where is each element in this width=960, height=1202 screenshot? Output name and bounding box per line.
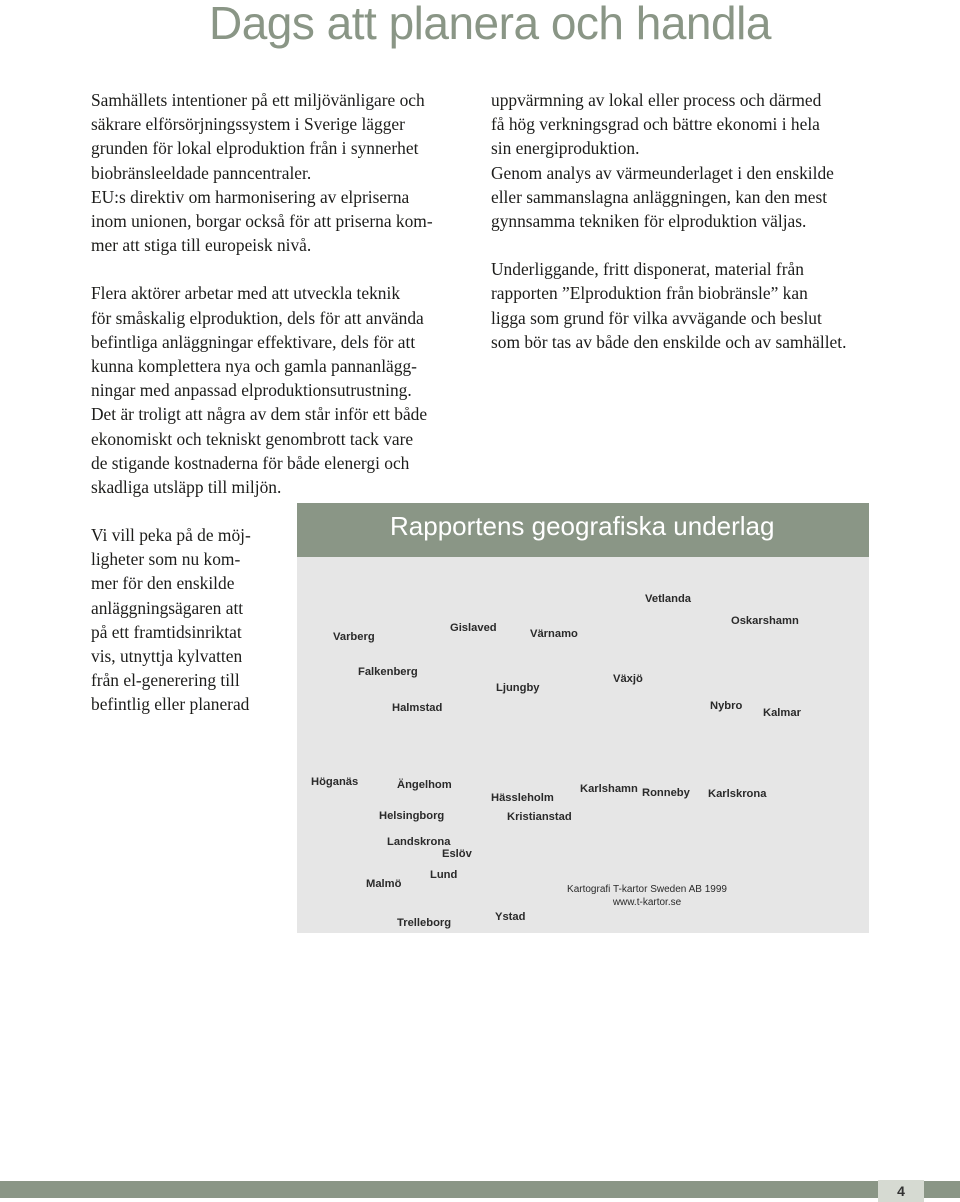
city-label: Växjö	[613, 673, 643, 685]
map-header	[297, 503, 869, 557]
text-line: de stigande kostnaderna för både elenergi och	[91, 452, 410, 473]
city-label: Oskarshamn	[731, 615, 799, 627]
text-line: ningar med anpassad elproduktionsutrustning.	[91, 380, 412, 401]
credit-url: www.t-kartor.se	[612, 897, 682, 908]
city-label: Karlskrona	[708, 788, 767, 800]
text-line: sin energiproduktion.	[491, 138, 640, 159]
city-label: Kristianstad	[507, 811, 572, 823]
city-label: Ängelhom	[397, 779, 452, 791]
text-line: på ett framtidsinriktat	[91, 621, 242, 642]
city-label: Trelleborg	[397, 917, 452, 929]
city-label: Höganäs	[311, 776, 359, 788]
text-line: som bör tas av både den enskilde och av samhället.	[491, 331, 847, 352]
text-line: Samhällets intentioner på ett miljövänligare och	[91, 90, 425, 110]
text-line: få hög verkningsgrad och bättre ekonomi i hela	[491, 114, 820, 135]
city-label: Ystad	[495, 911, 526, 923]
text-line: befintliga anläggningar effektivare, dels för att	[91, 331, 416, 352]
text-line: uppvärmning av lokal eller process och därmed	[491, 90, 822, 110]
text-line: biobränsleeldade panncentraler.	[91, 162, 312, 183]
city-label: Kalmar	[763, 707, 801, 719]
text-line: gynnsamma tekniken för elproduktion väljas.	[491, 211, 807, 232]
city-label: Hässleholm	[491, 792, 554, 804]
map-panel	[297, 503, 869, 933]
text-line: Flera aktörer arbetar med att utveckla teknik	[91, 283, 401, 304]
text-line: inom unionen, borgar också för att priserna kom-	[91, 211, 433, 232]
text-line: från el-generering till	[91, 670, 240, 691]
city-label: Vetlanda	[645, 593, 692, 605]
credit-line: Kartografi T-kartor Sweden AB 1999	[567, 884, 727, 895]
text-line: ligga som grund för vilka avvägande och beslut	[491, 307, 822, 328]
text-line: säkrare elförsörjningssystem i Sverige lägger	[91, 114, 405, 135]
paragraph-actors	[91, 281, 469, 499]
city-label: Värnamo	[530, 628, 578, 640]
text-line: mer för den enskilde	[91, 573, 235, 594]
text-line: kunna komplettera nya och gamla pannanlägg-	[91, 356, 417, 377]
city-label: Landskrona	[387, 836, 451, 848]
text-line: grunden för lokal elproduktion från i synnerhet	[91, 138, 419, 159]
city-label: Falkenberg	[358, 666, 418, 678]
text-line: ligheter som nu kom-	[91, 549, 241, 570]
text-line: Vi vill peka på de möj-	[91, 525, 251, 545]
page-title: Dags att planera och handla	[209, 0, 771, 49]
city-label: Halmstad	[392, 702, 443, 714]
text-line: för småskalig elproduktion, dels för att använda	[91, 307, 424, 328]
text-line: Det är troligt att några av dem står inför ett både	[91, 404, 428, 425]
city-label: Ljungby	[496, 682, 540, 694]
paragraph-opportunities	[91, 523, 279, 717]
text-line: EU:s direktiv om harmonisering av elpriserna	[91, 186, 410, 207]
text-line: befintlig eller planerad	[91, 694, 250, 715]
text-line: Genom analys av värmeunderlaget i den enskilde	[491, 162, 834, 183]
text-line: anläggningsägaren att	[91, 597, 244, 618]
city-label: Eslöv	[442, 848, 472, 860]
city-label: Helsingborg	[379, 810, 445, 822]
text-line: ekonomiskt och tekniskt genombrott tack vare	[91, 428, 414, 449]
paragraph-intentions	[91, 88, 469, 257]
text-line: mer att stiga till europeisk nivå.	[91, 235, 312, 256]
city-label: Malmö	[366, 878, 402, 890]
city-label: Lund	[430, 869, 458, 881]
city-label: Gislaved	[450, 622, 497, 634]
page-number: 4	[878, 1180, 924, 1202]
narrow-column	[91, 523, 279, 717]
city-label: Karlshamn	[580, 783, 638, 795]
footer-bar	[0, 1181, 960, 1198]
left-column	[91, 88, 469, 499]
map-credit	[507, 883, 787, 909]
text-line: Underliggande, fritt disponerat, material från	[491, 259, 804, 280]
text-line: skadliga utsläpp till miljön.	[91, 477, 282, 498]
city-label: Varberg	[333, 631, 375, 643]
text-line: eller sammanslagna anläggningen, kan den mest	[491, 186, 828, 207]
text-line: vis, utnyttja kylvatten	[91, 646, 243, 667]
city-label: Nybro	[710, 700, 743, 712]
paragraph-heating	[491, 88, 869, 233]
text-line: rapporten ”Elproduktion från biobränsle” kan	[491, 283, 808, 304]
right-column	[491, 88, 869, 354]
map-title: Rapportens geografiska underlag	[390, 511, 775, 541]
paragraph-material	[491, 257, 869, 354]
city-label: Ronneby	[642, 787, 690, 799]
